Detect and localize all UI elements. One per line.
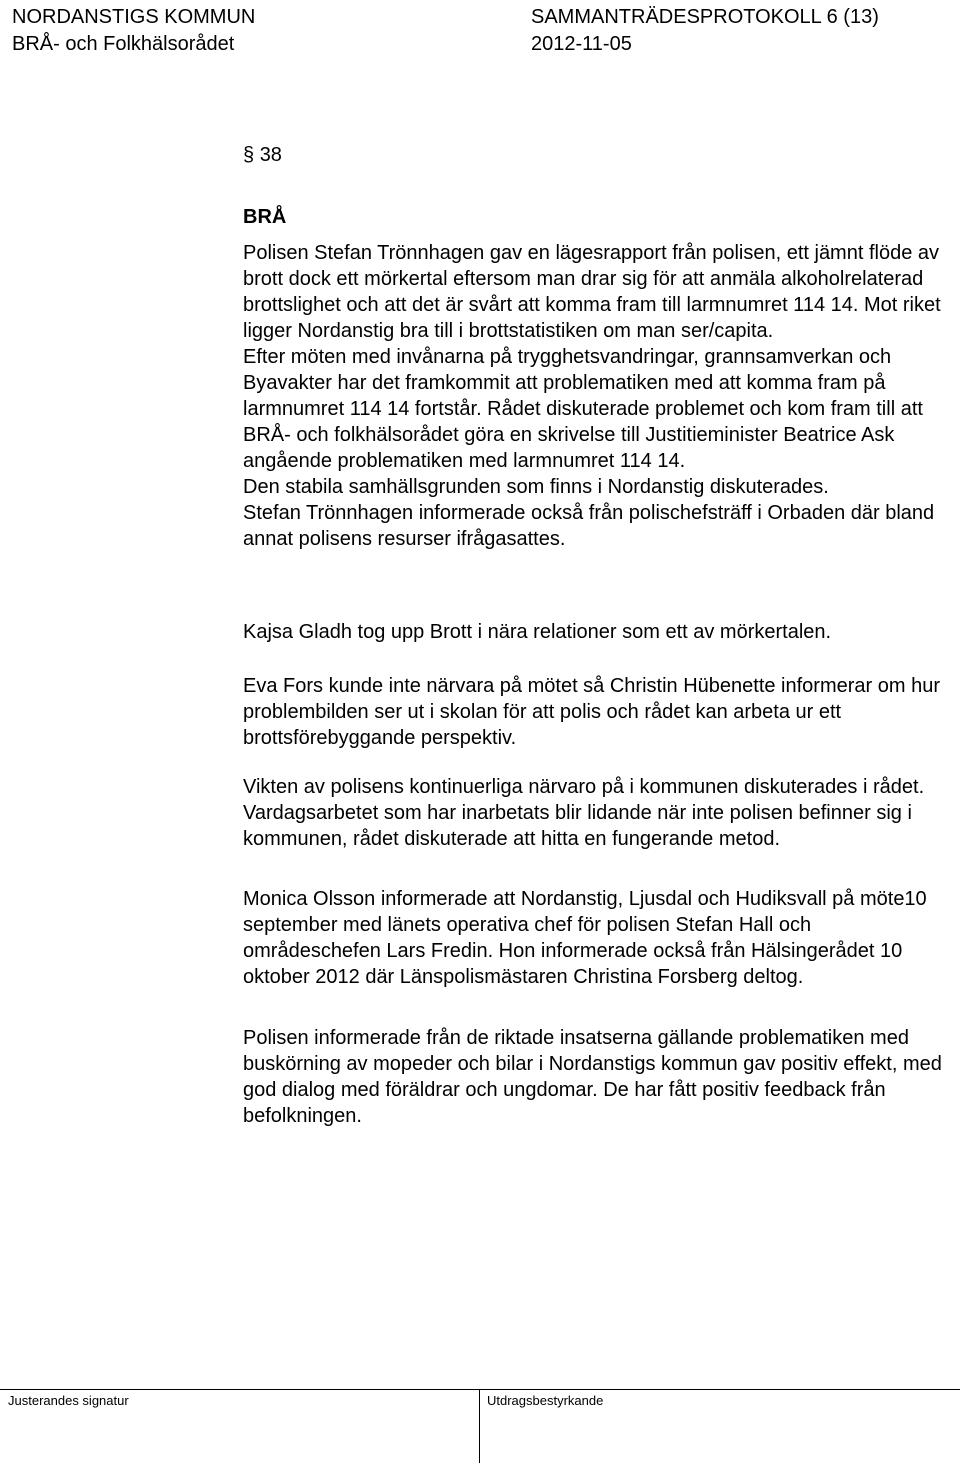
document-type-label: SAMMANTRÄDESPROTOKOLL (531, 6, 822, 28)
document-header (0, 0, 960, 56)
council-name: BRÅ- och Folkhälsorådet (12, 33, 235, 55)
section-number (243, 141, 282, 169)
footer-divider (0, 1389, 960, 1390)
section-symbol: § (243, 144, 255, 166)
meeting-date: 2012-11-05 (531, 33, 632, 55)
organization-name: NORDANSTIGS KOMMUN (12, 6, 256, 28)
paragraph-police-presence: Vikten av polisens kontinuerliga närvaro på i kommunen diskuterades i rådet. Vardagsarbetet som har inarbetats blir lidande när inte polisen befinner sig i kommunen, rådet diskuterade att hitta en fungerande metod. (243, 776, 925, 850)
paragraph-police-report: Polisen Stefan Trönnhagen gav en lägesrapport från polisen, ett jämnt flöde av brott dock ett mörkertal eftersom man drar sig för att anmäla alkoholrelaterad brottslighet och att det är svårt att komma fram till larmnumret 114 14. Mot riket ligger Nordanstig bra till i brottstatistiken om man ser/capita. Efter möten med invånarna på trygghetsvandringar, grannsamverkan och Byavakter har det framkommit att problematiken med att komma fram på larmnumret 114 14 fortstår. Rådet diskuterade problemet och kom fram till att BRÅ- och folkhälsorådet göra en skrivelse till Justitieminister Beatrice Ask angående problematiken med larmnumret 114 14. Den stabila samhällsgrunden som finns i Nordanstig diskuterades. Stefan Trönnhagen informerade också från polischefsträff i Orbaden där bland annat polisens resurser ifrågasattes. (243, 242, 941, 550)
document-type (531, 4, 879, 31)
section-title: BRÅ (243, 206, 287, 228)
signature-divider (479, 1389, 480, 1463)
paragraph-kajsa-gladh: Kajsa Gladh tog upp Brott i nära relationer som ett av mörkertalen. (243, 621, 832, 643)
paragraph-eva-fors: Eva Fors kunde inte närvara på mötet så Christin Hübenette informerar om hur problembilden ser ut i skolan för att polis och rådet kan arbeta ur ett brottsförebyggande perspektiv. (243, 675, 940, 749)
paragraph-targeted-efforts: Polisen informerade från de riktade insatserna gällande problematiken med buskörning av mopeder och bilar i Nordanstigs kommun gav positiv effekt, med god dialog med föräldrar och ungdomar. De har fått positiv feedback från befolkningen. (243, 1027, 942, 1127)
page-number: 6 (13) (826, 6, 879, 28)
adjusting-signature-label: Justerandes signatur (8, 1393, 129, 1408)
paragraph-monica-olsson: Monica Olsson informerade att Nordanstig, Ljusdal och Hudiksvall på möte10 september med länets operativa chef för polisen Stefan Hall och områdeschefen Lars Fredin. Hon informerade också från Hälsingerådet 10 oktober 2012 där Länspolismästaren Christina Forsberg deltog. (243, 888, 927, 988)
excerpt-certification-label: Utdragsbestyrkande (487, 1393, 604, 1408)
section-number-value: 38 (259, 144, 282, 166)
